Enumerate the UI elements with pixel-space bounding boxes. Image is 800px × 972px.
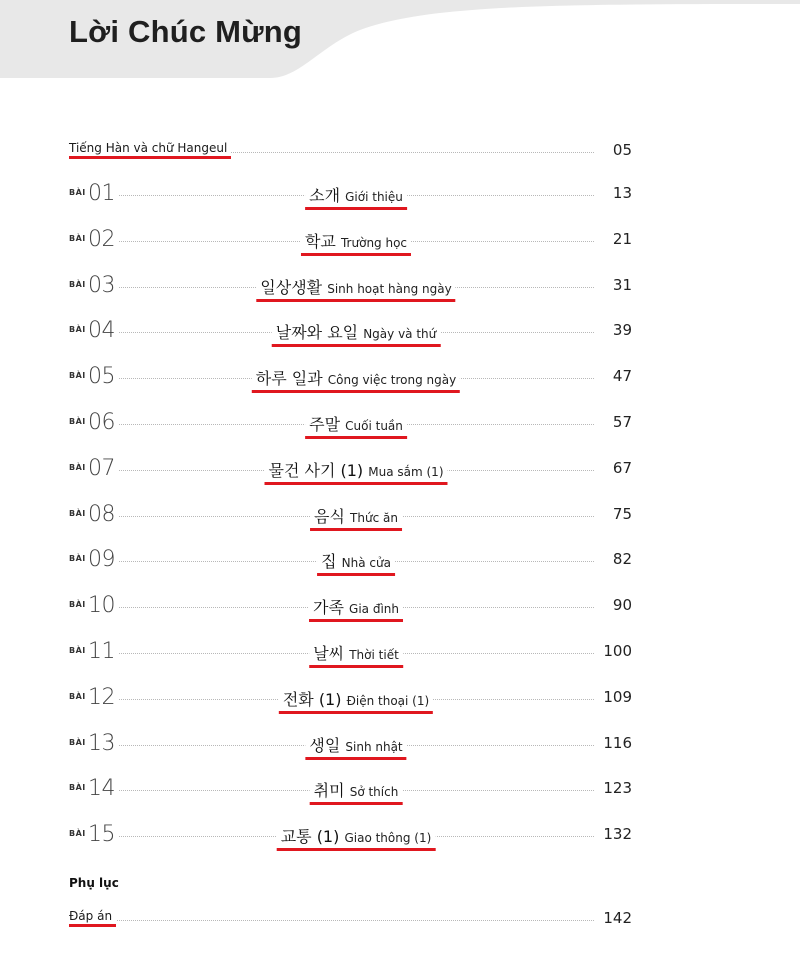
lesson-title[interactable] (310, 504, 402, 531)
lesson-word: BÀI (69, 691, 86, 701)
lesson-title-vietnamese: Sở thích (349, 785, 399, 800)
lesson-number: 11 (88, 639, 115, 664)
lesson-prefix (69, 639, 119, 664)
lesson-title-korean: 생일 (309, 735, 341, 755)
lesson-title-vietnamese: Sinh nhật (345, 739, 403, 754)
lesson-title[interactable] (305, 183, 407, 210)
toc-row-lesson[interactable] (69, 456, 632, 486)
lesson-title[interactable] (305, 412, 407, 439)
toc-row-lesson[interactable] (69, 685, 632, 715)
lesson-title-vietnamese: Giới thiệu (345, 190, 403, 204)
lesson-title[interactable] (310, 778, 403, 805)
appendix-heading: Phụ lục (69, 876, 119, 890)
lesson-word: BÀI (69, 417, 86, 426)
toc-row-answers[interactable] (69, 906, 632, 936)
page-number: 39 (609, 321, 632, 339)
lesson-word: BÀI (69, 600, 86, 610)
page-number: 75 (609, 505, 632, 523)
toc-row-lesson[interactable] (69, 273, 632, 303)
toc-row-lesson[interactable] (69, 593, 632, 623)
lesson-prefix (69, 776, 119, 801)
lesson-prefix (69, 456, 119, 481)
toc-row-lesson[interactable] (69, 181, 632, 211)
lesson-prefix (69, 410, 119, 435)
page-number: 90 (609, 596, 632, 614)
toc-row-lesson[interactable] (69, 639, 632, 669)
lesson-number: 04 (88, 318, 115, 344)
lesson-word: BÀI (69, 188, 86, 197)
lesson-title-korean: 집 (321, 552, 337, 572)
page-number: 67 (609, 459, 632, 477)
lesson-title-korean: 전화 (1) (282, 689, 342, 709)
lesson-word: BÀI (69, 371, 86, 381)
page-number: 116 (599, 734, 632, 752)
lesson-number: 03 (88, 272, 115, 298)
lesson-title[interactable] (272, 320, 441, 347)
toc-row-lesson[interactable] (69, 410, 632, 440)
lesson-number: 01 (88, 181, 115, 206)
page-number: 82 (609, 550, 632, 568)
lesson-title-vietnamese: Gia đình (349, 602, 399, 617)
lesson-title-vietnamese: Mua sắm (1) (368, 464, 444, 479)
lesson-title-vietnamese: Thức ăn (350, 510, 398, 525)
lesson-title-korean: 날짜와 요일 (275, 323, 359, 343)
toc-row-lesson[interactable] (69, 776, 632, 806)
page-title: Lời Chúc Mừng (69, 14, 303, 49)
lesson-title-vietnamese: Cuối tuần (345, 419, 403, 433)
lesson-number: 09 (88, 547, 115, 573)
lesson-title[interactable] (309, 595, 403, 622)
lesson-title-korean: 가족 (313, 598, 344, 618)
lesson-number: 05 (88, 364, 115, 390)
answers-label[interactable]: Đáp án (69, 909, 116, 927)
lesson-title-vietnamese: Nhà cửa (341, 556, 391, 571)
lesson-title-korean: 음식 (314, 506, 345, 526)
lesson-prefix (69, 685, 119, 710)
lesson-prefix (69, 227, 119, 252)
lesson-prefix (69, 273, 119, 298)
lesson-prefix (69, 822, 119, 847)
lesson-word: BÀI (69, 508, 86, 518)
lesson-title[interactable] (301, 229, 411, 256)
lesson-title[interactable] (309, 641, 403, 668)
page-number: 05 (609, 141, 632, 159)
toc-row-lesson[interactable] (69, 731, 632, 761)
lesson-title-vietnamese: Công việc trong ngày (327, 373, 457, 388)
lesson-title-korean: 소개 (309, 186, 341, 205)
lesson-prefix (69, 547, 119, 572)
lesson-prefix (69, 364, 119, 389)
lesson-number: 02 (88, 226, 115, 252)
lesson-number: 13 (88, 730, 115, 756)
lesson-word: BÀI (69, 233, 86, 243)
toc-row-lesson[interactable] (69, 227, 632, 257)
lesson-title-korean: 물건 사기 (1) (268, 460, 364, 480)
toc-row-intro[interactable] (69, 138, 632, 168)
lesson-word: BÀI (69, 829, 86, 839)
lesson-number: 14 (88, 776, 115, 802)
lesson-word: BÀI (69, 279, 86, 289)
lesson-title[interactable] (277, 824, 436, 851)
toc-row-lesson[interactable] (69, 547, 632, 577)
lesson-title[interactable] (252, 366, 460, 393)
page-number: 100 (599, 642, 632, 660)
lesson-word: BÀI (69, 783, 86, 793)
page-number: 132 (599, 825, 632, 843)
page-number: 109 (599, 688, 632, 706)
lesson-title[interactable] (265, 458, 448, 485)
lesson-title[interactable] (279, 687, 433, 714)
lesson-prefix (69, 181, 119, 206)
lesson-word: BÀI (69, 325, 86, 335)
page-number: 142 (599, 909, 632, 927)
lesson-number: 06 (88, 410, 115, 435)
lesson-prefix (69, 731, 119, 756)
page-number: 21 (609, 230, 632, 248)
lesson-word: BÀI (69, 737, 86, 747)
page-number: 13 (609, 184, 632, 202)
lesson-title-vietnamese: Sinh hoạt hàng ngày (327, 281, 452, 296)
lesson-word: BÀI (69, 554, 86, 564)
lesson-number: 08 (88, 501, 115, 527)
lesson-prefix (69, 318, 119, 343)
lesson-title-korean: 일상생활 (260, 277, 323, 297)
lesson-number: 15 (88, 822, 115, 848)
lesson-title-vietnamese: Thời tiết (349, 648, 399, 662)
lesson-title-korean: 교통 (1) (280, 827, 340, 847)
lesson-number: 07 (88, 455, 115, 481)
toc-row-lesson[interactable] (69, 318, 632, 348)
lesson-title-korean: 취미 (313, 781, 345, 801)
lesson-title[interactable] (305, 733, 406, 760)
lesson-title-korean: 주말 (309, 415, 341, 434)
lesson-number: 10 (88, 593, 115, 619)
lesson-prefix (69, 593, 119, 618)
lesson-title-korean: 학교 (304, 231, 336, 251)
page-number: 47 (609, 367, 632, 385)
lesson-title-vietnamese: Giao thông (1) (344, 831, 432, 846)
page-number: 31 (609, 276, 632, 294)
dotted-leader (69, 920, 594, 921)
toc-row-lesson[interactable] (69, 502, 632, 532)
intro-label[interactable]: Tiếng Hàn và chữ Hangeul (69, 141, 231, 159)
lesson-title-vietnamese: Điện thoại (1) (346, 693, 430, 708)
lesson-title-vietnamese: Trường học (340, 235, 408, 250)
toc-row-lesson[interactable] (69, 822, 632, 852)
lesson-title-korean: 날씨 (313, 644, 345, 663)
page-number: 123 (599, 779, 632, 797)
lesson-word: BÀI (69, 462, 86, 472)
lesson-title-vietnamese: Ngày và thứ (363, 327, 437, 342)
lesson-title[interactable] (256, 275, 455, 302)
toc-row-lesson[interactable] (69, 364, 632, 394)
page-number: 57 (609, 413, 632, 431)
lesson-number: 12 (88, 684, 115, 710)
lesson-title-korean: 하루 일과 (255, 369, 323, 389)
lesson-title[interactable] (317, 549, 395, 576)
lesson-word: BÀI (69, 646, 86, 655)
lesson-prefix (69, 502, 119, 527)
